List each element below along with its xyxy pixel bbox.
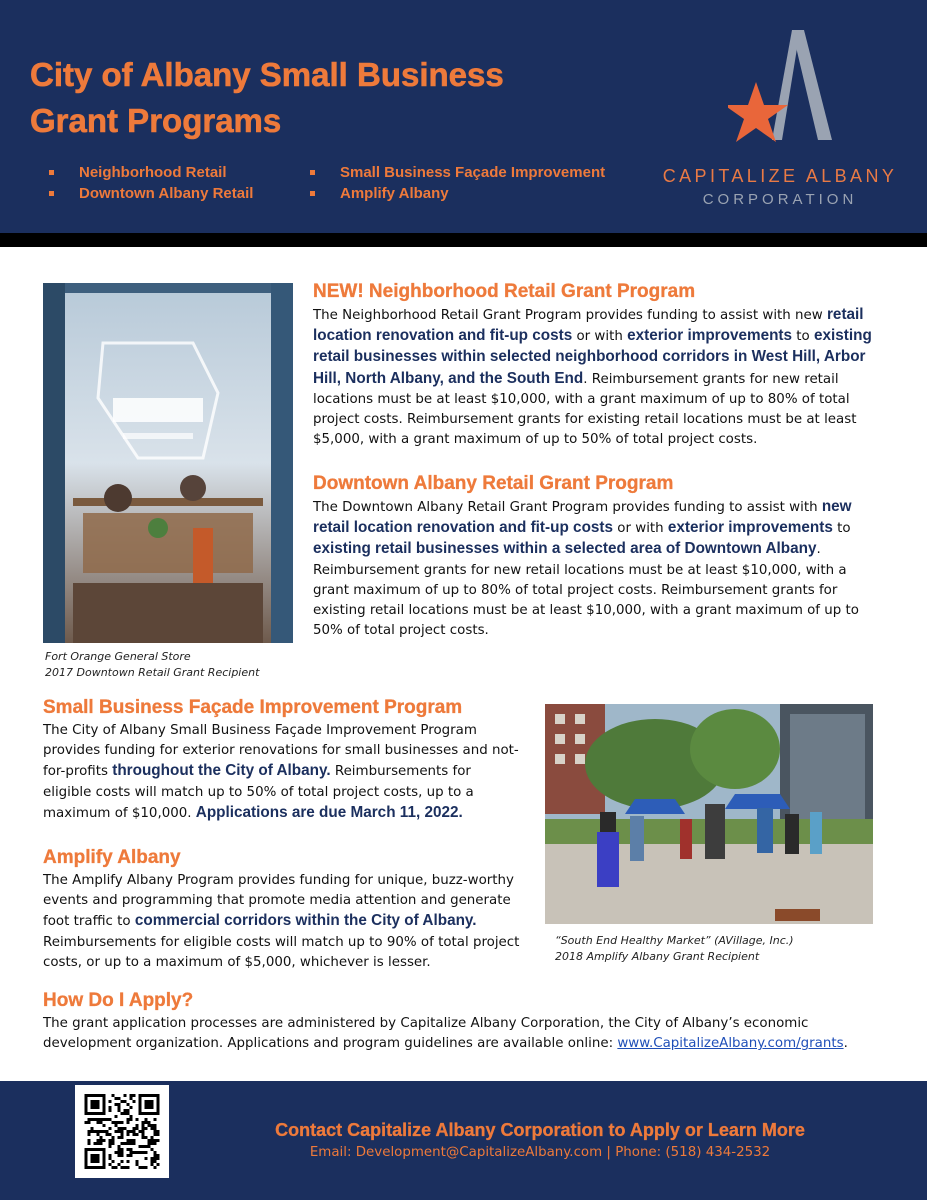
section-body: The City of Albany Small Business Façade Improvement Program provides funding for exterior renovations for small businesses and not-for-profits throughout the City of Albany. Reimbursements for eligible costs will match up to 50% of total project costs, up to a maximum of $10,000. Applications are due March 11, 2022. [43, 723, 519, 821]
title-line-1: City of Albany Small Business [30, 56, 504, 93]
photo-caption-2 [555, 933, 794, 965]
downtown-retail-section [313, 473, 878, 641]
market-event-photo [545, 704, 873, 924]
amplify-albany-section [43, 847, 523, 973]
logo-subtitle: CORPORATION [702, 191, 858, 208]
logo-name: CAPITALIZE ALBANY [662, 166, 898, 186]
footer-title: Contact Capitalize Albany Corporation to Apply or Learn More [275, 1120, 805, 1140]
caption-line: 2017 Downtown Retail Grant Recipient [45, 666, 260, 679]
how-to-apply-section [43, 990, 883, 1054]
a-star-logo-icon [728, 30, 838, 145]
program-bullet: Neighborhood Retail [49, 162, 253, 183]
neighborhood-retail-section [313, 281, 878, 450]
section-body: The grant application processes are administered by Capitalize Albany Corporation, the City of Albany’s economic development organization. Applications and program guidelines are available online: www.CapitalizeAlbany.com/grants. [43, 1016, 848, 1052]
header-banner [0, 0, 927, 233]
facade-improvement-section [43, 697, 523, 824]
page-title [30, 52, 630, 144]
program-list-col-2 [310, 162, 605, 204]
storefront-photo [43, 283, 293, 643]
section-heading: Small Business Façade Improvement Program [43, 697, 463, 718]
program-bullet: Small Business Façade Improvement [310, 162, 605, 183]
section-body: The Neighborhood Retail Grant Program provides funding to assist with new retail location renovation and fit-up costs or with exterior improvements to existing retail businesses within selected neighborhood corridors in West Hill, Arbor Hill, North Albany, and the South End. Reimbursement grants for new retail locations must be at least $10,000, with a grant maximum of up to 80% of total project costs. Reimbursement grants for existing retail locations must be at least $5,000, with a grant maximum of up to 50% of total project costs. [313, 306, 872, 448]
program-bullet: Downtown Albany Retail [49, 183, 253, 204]
section-heading: How Do I Apply? [43, 990, 194, 1011]
photo-caption-1 [45, 649, 259, 681]
section-heading: Amplify Albany [43, 847, 181, 868]
section-body: The Amplify Albany Program provides funding for unique, buzz-worthy events and programming that promote media attention and generate foot traffic to commercial corridors within the City of Albany. Reimbursements for eligible costs will match up to 90% of total project costs, or up to a maximum of $5,000, whichever is lesser. [43, 873, 520, 970]
section-heading: Downtown Albany Retail Grant Program [313, 473, 674, 494]
qr-code-icon [75, 1085, 169, 1178]
program-list-col-1 [49, 162, 253, 204]
section-heading: NEW! Neighborhood Retail Grant Program [313, 281, 696, 302]
section-body: The Downtown Albany Retail Grant Program provides funding to assist with new retail location renovation and fit-up costs or with exterior improvements to existing retail businesses within a selected area of Downtown Albany. Reimbursement grants for new retail locations must be at least $10,000, with a grant maximum of up to 80% of total project costs. Reimbursement grants for existing retail locations must be at least $10,000, with a grant maximum of up to 50% of total project costs. [313, 498, 859, 639]
caption-line: “South End Healthy Market” (AVillage, Inc.) [555, 934, 794, 947]
grants-link[interactable]: www.CapitalizeAlbany.com/grants [617, 1036, 844, 1052]
caption-line: 2018 Amplify Albany Grant Recipient [555, 950, 760, 963]
program-bullet: Amplify Albany [310, 183, 605, 204]
title-line-2: Grant Programs [30, 102, 282, 139]
header-divider [0, 233, 927, 247]
caption-line: Fort Orange General Store [45, 650, 191, 663]
contact-info: Email: Development@CapitalizeAlbany.com | Phone: (518) 434-2532 [309, 1145, 771, 1160]
